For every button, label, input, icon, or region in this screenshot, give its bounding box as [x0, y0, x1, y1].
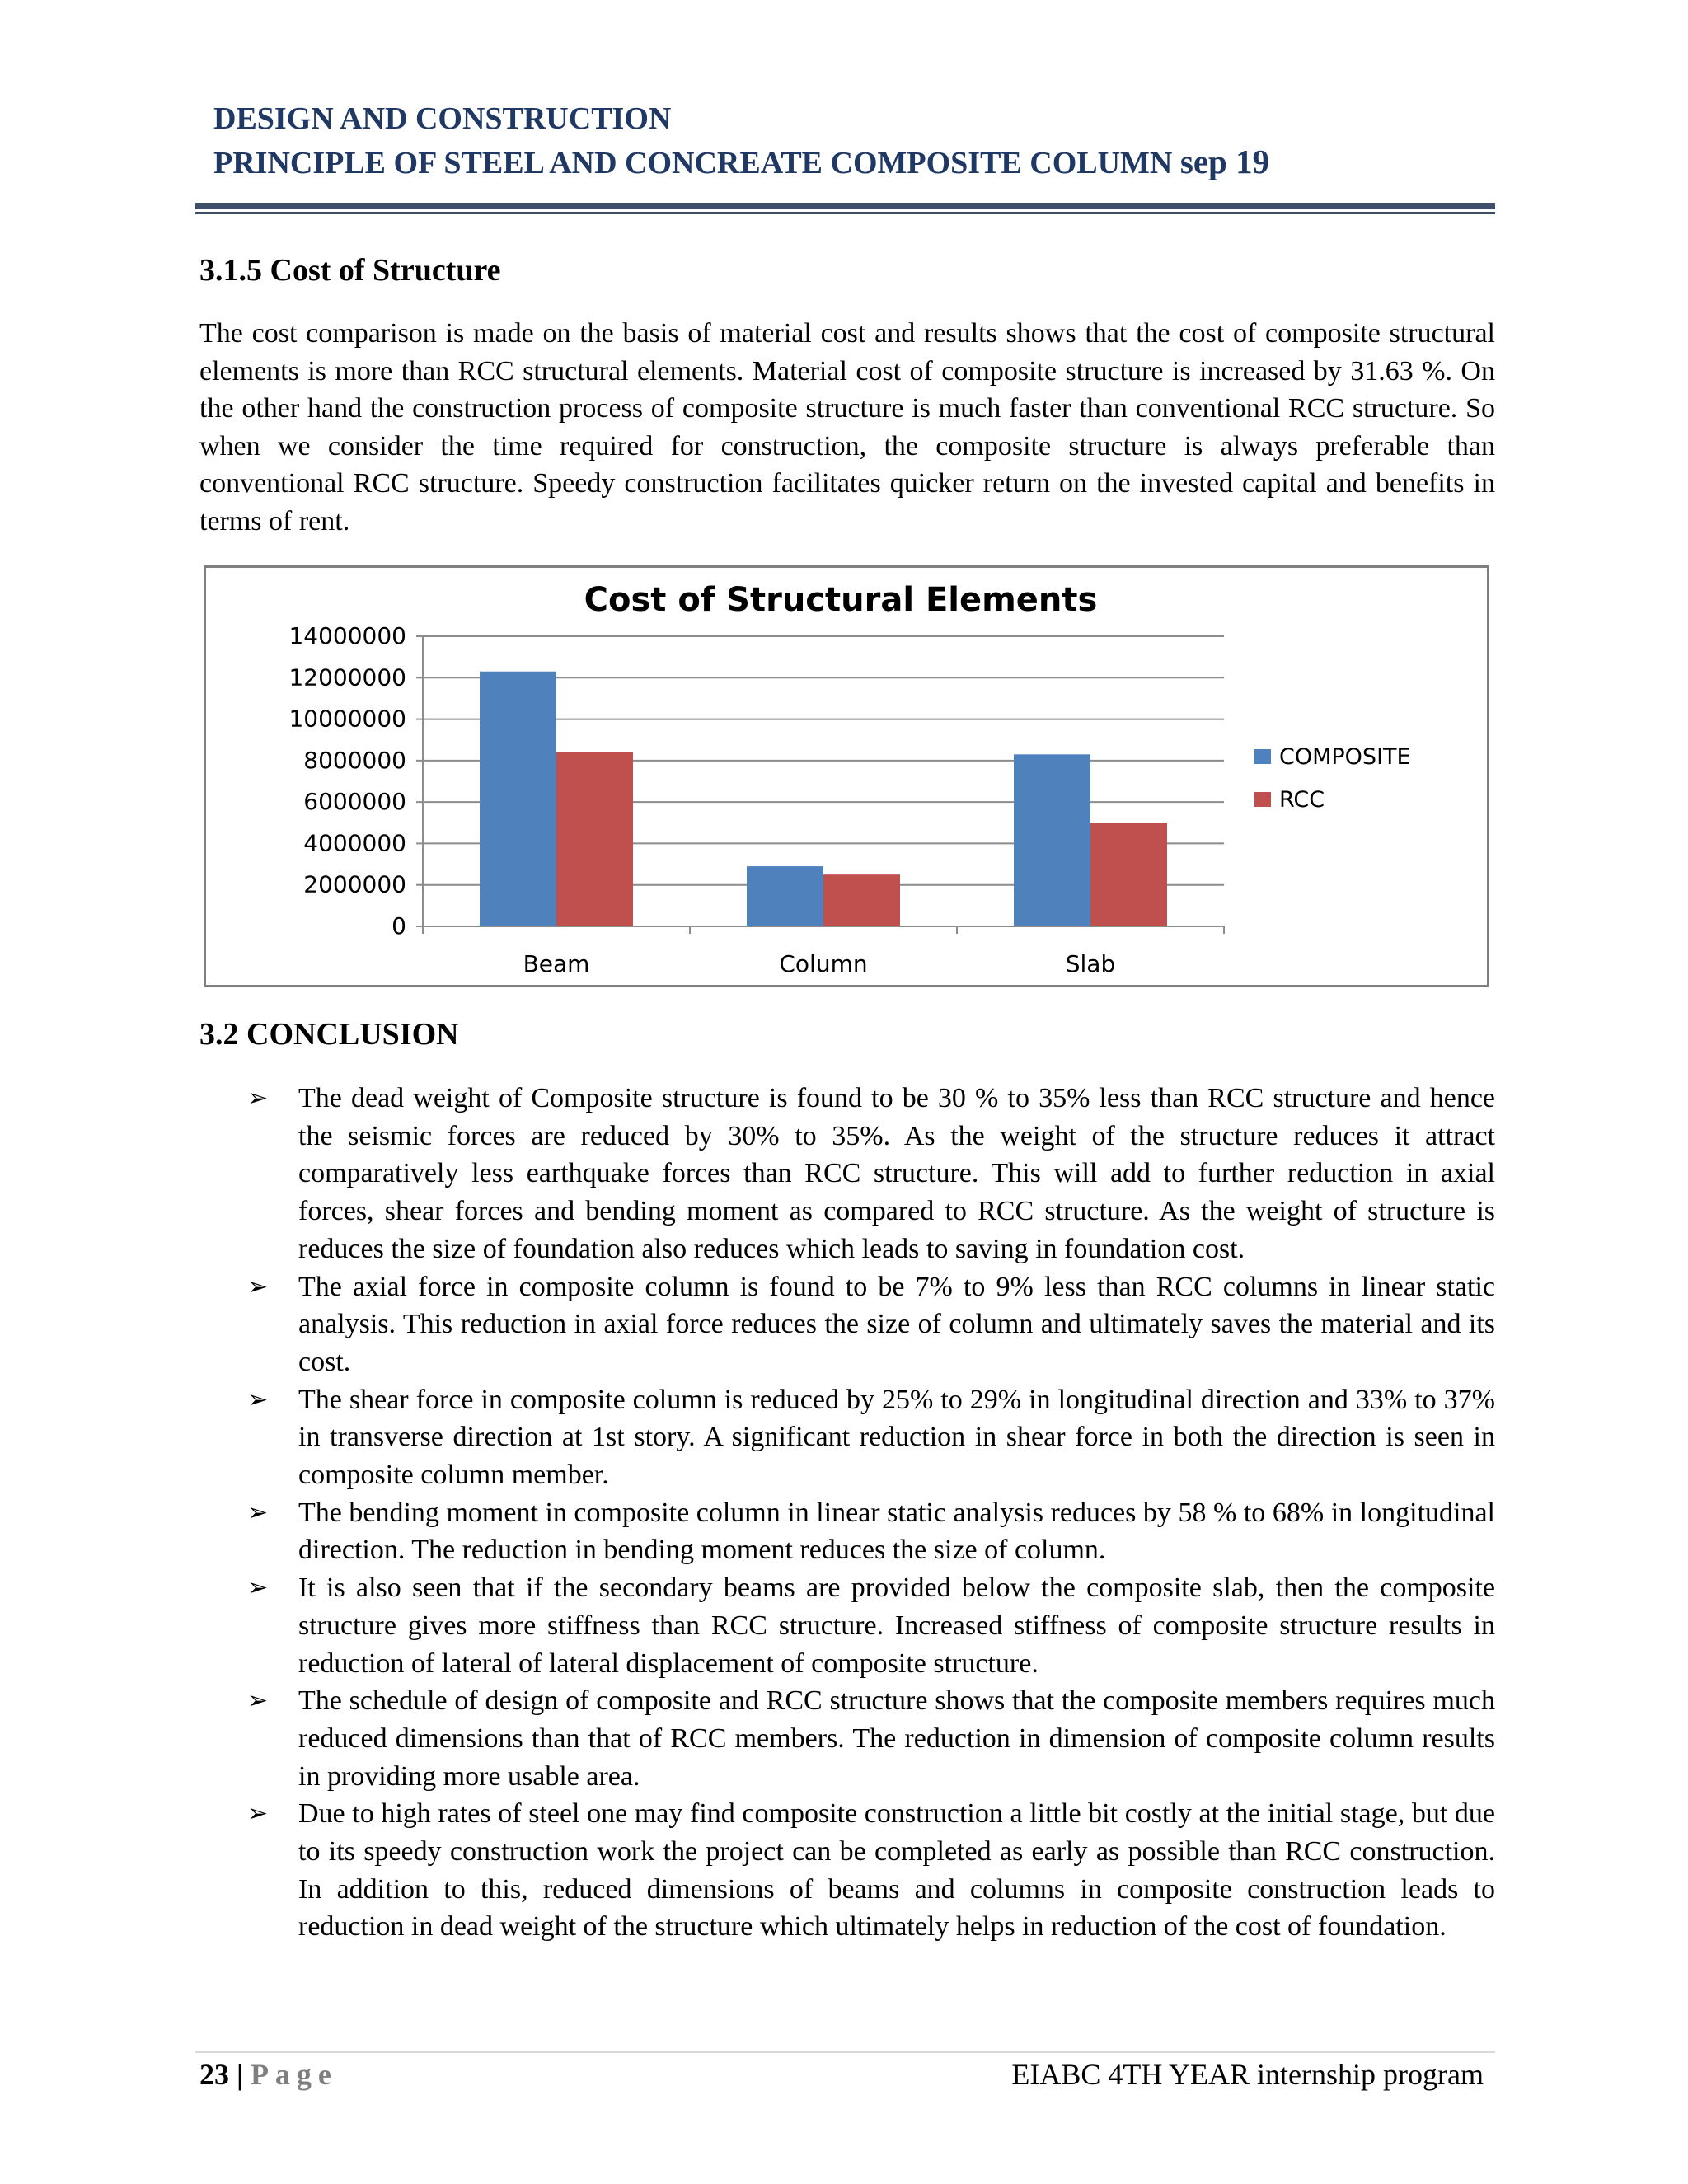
header-line-2 [213, 140, 1269, 185]
bar-rcc-column [823, 874, 900, 926]
section-heading-cost: 3.1.5 Cost of Structure [199, 253, 501, 288]
conclusion-list [199, 1080, 1495, 1946]
conclusion-item [199, 1381, 1495, 1494]
page-separator: | [237, 2058, 243, 2091]
bar-rcc-slab [1090, 823, 1167, 926]
footer-rule [195, 2051, 1495, 2053]
y-tick-label: 12000000 [288, 663, 406, 691]
legend-swatch-rcc [1254, 792, 1271, 807]
conclusion-text: It is also seen that if the secondary beams are provided below the composite slab, then the composite structure gives more stiffness than RCC structure. Increased stiffness of composite structure results in reduction of lateral of lateral displacement of composite structure. [298, 1572, 1495, 1679]
arrow-bullet-icon: ➢ [247, 1385, 269, 1414]
conclusion-item [199, 1268, 1495, 1381]
conclusion-item [199, 1682, 1495, 1795]
header-date: sep 19 [1179, 143, 1270, 180]
y-tick-label: 10000000 [288, 705, 406, 733]
conclusion-item [199, 1080, 1495, 1268]
cost-chart-svg [206, 568, 1487, 985]
cost-chart [204, 565, 1489, 987]
running-header [213, 97, 1269, 185]
bar-composite-beam [480, 672, 556, 926]
conclusion-item [199, 1494, 1495, 1569]
y-tick-label: 6000000 [303, 788, 406, 816]
arrow-bullet-icon: ➢ [247, 1497, 269, 1527]
header-title: PRINCIPLE OF STEEL AND CONCREATE COMPOSITE COLUMN [213, 146, 1173, 180]
page-number: 23 [199, 2058, 229, 2091]
conclusion-text: The schedule of design of composite and RCC structure shows that the composite members requires much reduced dimensions than that of RCC members. The reduction in dimension of composite column results in providing more usable area. [298, 1685, 1495, 1792]
header-rule-thick [195, 203, 1495, 209]
conclusion-text: Due to high rates of steel one may find composite construction a little bit costly at the initial stage, but due to its speedy construction work the project can be completed as early as possible than RCC construction. In addition to this, reduced dimensions of beams and columns in composite construction leads to reduction in dead weight of the structure which ultimately helps in reduction of the cost of foundation. [298, 1798, 1495, 1943]
x-tick-label: Beam [523, 950, 590, 977]
x-tick-label: Column [779, 950, 868, 977]
y-tick-label: 2000000 [303, 870, 406, 898]
y-tick-label: 14000000 [288, 622, 406, 649]
bar-rcc-beam [556, 752, 633, 926]
conclusion-item [199, 1795, 1495, 1946]
chart-title: Cost of Structural Elements [584, 581, 1098, 619]
legend-swatch-composite [1254, 749, 1271, 764]
conclusion-text: The dead weight of Composite structure is found to be 30 % to 35% less than RCC structure and hence the seismic forces are reduced by 30% to 35%. As the weight of the structure reduces it attract comparatively less earthquake forces than RCC structure. This will add to further reduction in axial forces, shear forces and bending moment as compared to RCC structure. As the weight of structure is reduces the size of foundation also reduces which leads to saving in foundation cost. [298, 1083, 1495, 1264]
y-tick-label: 0 [392, 912, 406, 940]
bar-composite-slab [1014, 754, 1090, 926]
section-heading-conclusion: 3.2 CONCLUSION [199, 1017, 459, 1052]
legend-label-rcc: RCC [1279, 787, 1325, 813]
page-label: Page [250, 2058, 338, 2091]
footer-program: EIABC 4TH YEAR internship program [1011, 2058, 1484, 2091]
x-tick-label: Slab [1065, 950, 1116, 977]
header-rule-thin [195, 212, 1495, 214]
cost-paragraph: The cost comparison is made on the basis of material cost and results shows that the cost of composite structural elements is more than RCC structural elements. Material cost of composite structure is increased by 31.63 %. On the other hand the construction process of composite structure is much faster than conventional RCC structure. So when we consider the time required for construction, the composite structure is always preferable than conventional RCC structure. Speedy construction facilitates quicker return on the invested capital and benefits in terms of rent. [199, 318, 1495, 537]
footer-page [199, 2057, 338, 2092]
arrow-bullet-icon: ➢ [247, 1084, 269, 1113]
legend-label-composite: COMPOSITE [1279, 744, 1411, 770]
arrow-bullet-icon: ➢ [247, 1272, 269, 1301]
conclusion-text: The axial force in composite column is found to be 7% to 9% less than RCC columns in linear static analysis. This reduction in axial force reduces the size of column and ultimately saves the material and its cost. [298, 1271, 1495, 1377]
conclusion-text: The shear force in composite column is reduced by 25% to 29% in longitudinal direction and 33% to 37% in transverse direction at 1st story. A significant reduction in shear force in both the direction is seen in composite column member. [298, 1384, 1495, 1491]
conclusion-text: The bending moment in composite column in linear static analysis reduces by 58 % to 68% in longitudinal direction. The reduction in bending moment reduces the size of column. [298, 1497, 1495, 1566]
bar-composite-column [747, 866, 823, 926]
arrow-bullet-icon: ➢ [247, 1573, 269, 1603]
arrow-bullet-icon: ➢ [247, 1799, 269, 1829]
conclusion-item [199, 1569, 1495, 1682]
arrow-bullet-icon: ➢ [247, 1686, 269, 1716]
y-tick-label: 4000000 [303, 829, 406, 857]
y-tick-label: 8000000 [303, 746, 406, 774]
header-line-1: DESIGN AND CONSTRUCTION [213, 101, 672, 136]
